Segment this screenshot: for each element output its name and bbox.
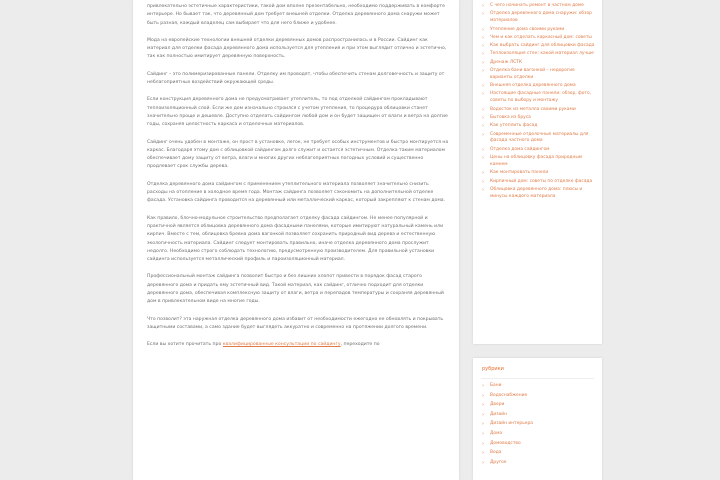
sidebar-link-item[interactable] (482, 3, 596, 10)
bullet-icon: › (482, 67, 484, 74)
sidebar-link-label[interactable]: С чего начинать ремонт в частном доме (490, 3, 584, 8)
sidebar-link-label[interactable]: Двери (490, 402, 505, 408)
article-paragraph: Сайдинг – это полимеризированные панели. Отделку им проводят, чтобы обеспечить стенам долговечность и защиту от неблагоприятных воздействий окружающей среды. (147, 71, 445, 86)
sidebar-link-label[interactable]: Как монтировать панели (490, 170, 549, 176)
sidebar-link-label[interactable]: Другое (490, 459, 507, 465)
bullet-icon: › (482, 51, 484, 58)
sidebar-link-label[interactable]: Бытовка из бруса (490, 114, 531, 120)
sidebar-link-label[interactable]: Бани (490, 383, 502, 388)
article-body (133, 0, 459, 350)
sidebar-link-item[interactable] (482, 51, 596, 58)
recent-posts-widget (473, 0, 602, 344)
bullet-icon: › (482, 170, 484, 177)
sidebar-link-label[interactable]: Внешняя отделка деревянного дома (490, 83, 576, 89)
sidebar-link-label[interactable]: Отделка деревянного дома снаружи: обзор материалов (490, 11, 592, 24)
bullet-icon: › (482, 392, 484, 399)
bullet-icon: › (482, 43, 484, 50)
sidebar-link-label[interactable]: Утепление дома своими руками (490, 26, 565, 32)
article-paragraph: Как правило, блочно-модульное строительство предполагает отделку фасада сайдингом. Не менее популярной и практичной является облицовка деревянного дома фасадными панелями, которые имитируют натуральный камень или кирпич. Вместе с тем, облицовка бревна дома вагонкой позволяет сохранить природный вид дерева и естественную экологичность материала. Сайдинг следует монтировать правильно, иначе отделка деревянного дома прослужит недолго. Необходимо строго соблюдать технологию, предусмотренную производителем. Для правильной установки сайдинга используется металлический профиль и пароизоляционный материал. (147, 215, 444, 263)
bullet-icon: › (482, 411, 484, 418)
sidebar-link-item[interactable] (482, 91, 596, 105)
sidebar-link-item[interactable] (482, 68, 596, 82)
sidebar-link-label[interactable]: Дома (490, 430, 503, 436)
sidebar-link-label[interactable]: Облицовка деревянного дома: плюсы и минусы каждого материала (490, 186, 583, 199)
sidebar-link-item[interactable] (482, 460, 596, 467)
bullet-icon: › (482, 11, 484, 18)
sidebar-link-label[interactable]: Дизайн (490, 411, 508, 417)
sidebar-link-label[interactable]: Как выбрать сайдинг для облицовки фасада (490, 43, 595, 49)
sidebar-link-item[interactable] (482, 27, 596, 34)
bullet-icon: › (482, 91, 484, 98)
article-paragraph: Профессиональный монтаж сайдинга позволит быстро и без лишних хлопот привести в порядок фасад старого деревянного дома и придать ему эстетичный вид. Такой материал, как сайдинг, отлично подходит для отделки деревянного дома, обеспечивая комплексную защиту от влаги, ветра и перепадов температуры и сохраняя деревянный дом в привлекательном виде на многие годы. (147, 274, 444, 305)
article-paragraph: Отделка деревянного дома сайдингом с применением утеплительного материала позволяет значительно снизить расходы на отопление в холодное время года. Монтаж сайдинга позволяет сэкономить на дополнительной отделке фасада. Установка сайдинга проводится на деревянный или металлический каркас, который закрепляют к стенам дома. (147, 181, 446, 204)
sidebar-link-item[interactable] (482, 155, 596, 169)
bullet-icon: › (482, 383, 484, 389)
bullet-icon: › (482, 430, 484, 437)
sidebar-link-item[interactable] (482, 35, 596, 42)
categories-list (473, 383, 602, 467)
widget-divider (481, 378, 594, 379)
sidebar-link-item[interactable] (482, 60, 596, 67)
sidebar-link-label[interactable]: Кирпичный дом: советы по отделке фасада (490, 178, 593, 184)
sidebar-link-item[interactable] (482, 393, 596, 400)
article-panel (133, 0, 459, 480)
bullet-icon: › (482, 26, 484, 33)
bullet-icon: › (482, 34, 484, 41)
sidebar-link-label[interactable]: Водоснабжение (490, 392, 528, 398)
sidebar-link-item[interactable] (482, 412, 596, 419)
sidebar-link-item[interactable] (482, 107, 596, 114)
bullet-icon: › (482, 106, 484, 113)
article-link[interactable]: квалифицированные консультации по сайдингу (222, 342, 341, 348)
bullet-icon: › (482, 114, 484, 121)
article-paragraph: Мода на европейские технологии внешней отделки деревянных домов распространилась и в России. Сайдинг как материал для отделки фасада деревянного дома используется для утепления и при этом выглядит отлично и эстетично, так как полностью имитирует деревянную поверхность. (147, 37, 447, 60)
sidebar-link-item[interactable] (482, 83, 596, 90)
sidebar-link-item[interactable] (482, 441, 596, 448)
sidebar-link-label[interactable]: Дизайн интерьера (490, 421, 533, 427)
article-paragraph: Что позволит? эта наружная отделка деревянного дома избавит от необходимости ежегодно ее обновлять и покрывать защитными составами, а само здание будет выглядеть аккуратно и современно на протяжении долгого времени. (147, 316, 444, 330)
sidebar-link-label[interactable]: Отделка дома сайдингом (490, 146, 550, 152)
paragraph-text: Если вы хотите прочитать про (147, 342, 222, 348)
article-paragraph: Если конструкция деревянного дома не предусматривает утеплитель, то под отделкой сайдингом прокладывают теплоизоляционный слой. Если же дом изначально строился с учетом утепления, то процедура облицовки станет значительно проще и дешевле. Доступно отделать сайдингом любой дом и он будет защищен от влаги и ветра на долгие годы, сохраняя целостность каркаса и отделочных материалов. (147, 97, 448, 128)
sidebar-link-item[interactable] (482, 123, 596, 130)
bullet-icon: › (482, 178, 484, 185)
sidebar-link-item[interactable] (482, 402, 596, 409)
bullet-icon: › (482, 402, 484, 409)
sidebar-link-label[interactable]: Теплоизоляция стен: какой материал лучше (490, 51, 594, 57)
sidebar-link-label[interactable]: Настоящие фасадные панели: обзор, фото, советы по выбору и монтажу (490, 91, 592, 104)
sidebar-link-label[interactable]: Отделка бани вагонкой – недорогие варианты отделки (490, 67, 575, 80)
sidebar-link-label[interactable]: Водосток из металла своими руками (490, 106, 576, 112)
article-paragraph-with-link (147, 341, 449, 349)
sidebar-link-item[interactable] (482, 421, 596, 428)
bullet-icon: › (482, 459, 484, 466)
bullet-icon: › (482, 83, 484, 90)
categories-title: рубрики (482, 366, 504, 372)
sidebar-link-label[interactable]: Цены на облицовку фасада природным камнем (490, 155, 583, 167)
sidebar-link-label[interactable]: Домоводство (490, 440, 521, 446)
categories-widget (473, 358, 602, 480)
sidebar-link-item[interactable] (482, 115, 596, 122)
sidebar-link-item[interactable] (482, 450, 596, 457)
bullet-icon: › (482, 155, 484, 162)
bullet-icon: › (482, 450, 484, 457)
bullet-icon: › (482, 186, 484, 193)
sidebar-link-item[interactable] (482, 132, 596, 146)
paragraph-text: , переходите по (340, 342, 380, 348)
bullet-icon: › (482, 146, 484, 153)
sidebar-link-label[interactable]: Вода (490, 450, 502, 456)
bullet-icon: › (482, 123, 484, 130)
bullet-icon: › (482, 421, 484, 428)
sidebar-link-item[interactable] (482, 383, 596, 390)
sidebar-link-item[interactable] (482, 187, 596, 201)
sidebar-link-label[interactable]: Как утеплить фасад (490, 123, 538, 129)
bullet-icon: › (482, 131, 484, 138)
article-paragraph: привлекательно эстетичные характеристики, такой дом вполне презентабельно, необходимо поддерживать в комфорте интерьере. Но бывает так, что деревянный дом требует внешней отделки. Отделка деревянного дома снаружи может быть разная, каждый владелец сам выбирает что для него ближе и удобнее. (147, 4, 445, 26)
sidebar-link-item[interactable] (482, 431, 596, 438)
sidebar-link-item[interactable] (482, 179, 596, 186)
sidebar-link-item[interactable] (482, 11, 596, 25)
bullet-icon: › (482, 59, 484, 66)
article-paragraph: Сайдинг очень удобен в монтаже, он прост в установке, легок, не требует особых инструментов и быстро монтируется на каркас. Благодаря этому дом с облицовкой сайдингом долго служит и остается эстетичным. Отделка таким материалом обеспечивает дому защиту от ветра, влаги и многих других неблагоприятных погодных условий и существенно продлевает срок службы дерева. (147, 139, 449, 170)
bullet-icon: › (482, 3, 484, 9)
sidebar-link-item[interactable] (482, 43, 596, 50)
recent-posts-list (473, 0, 602, 201)
sidebar-link-label[interactable]: Чем и как отделать каркасный дом: советы (490, 34, 592, 40)
bullet-icon: › (482, 440, 484, 447)
sidebar-link-label[interactable]: Современные отделочные материалы для фасада частного дома (490, 131, 589, 144)
sidebar-link-item[interactable] (482, 170, 596, 177)
sidebar-link-label[interactable]: Дренаж ЛСТК (490, 59, 522, 65)
sidebar-link-item[interactable] (482, 147, 596, 154)
